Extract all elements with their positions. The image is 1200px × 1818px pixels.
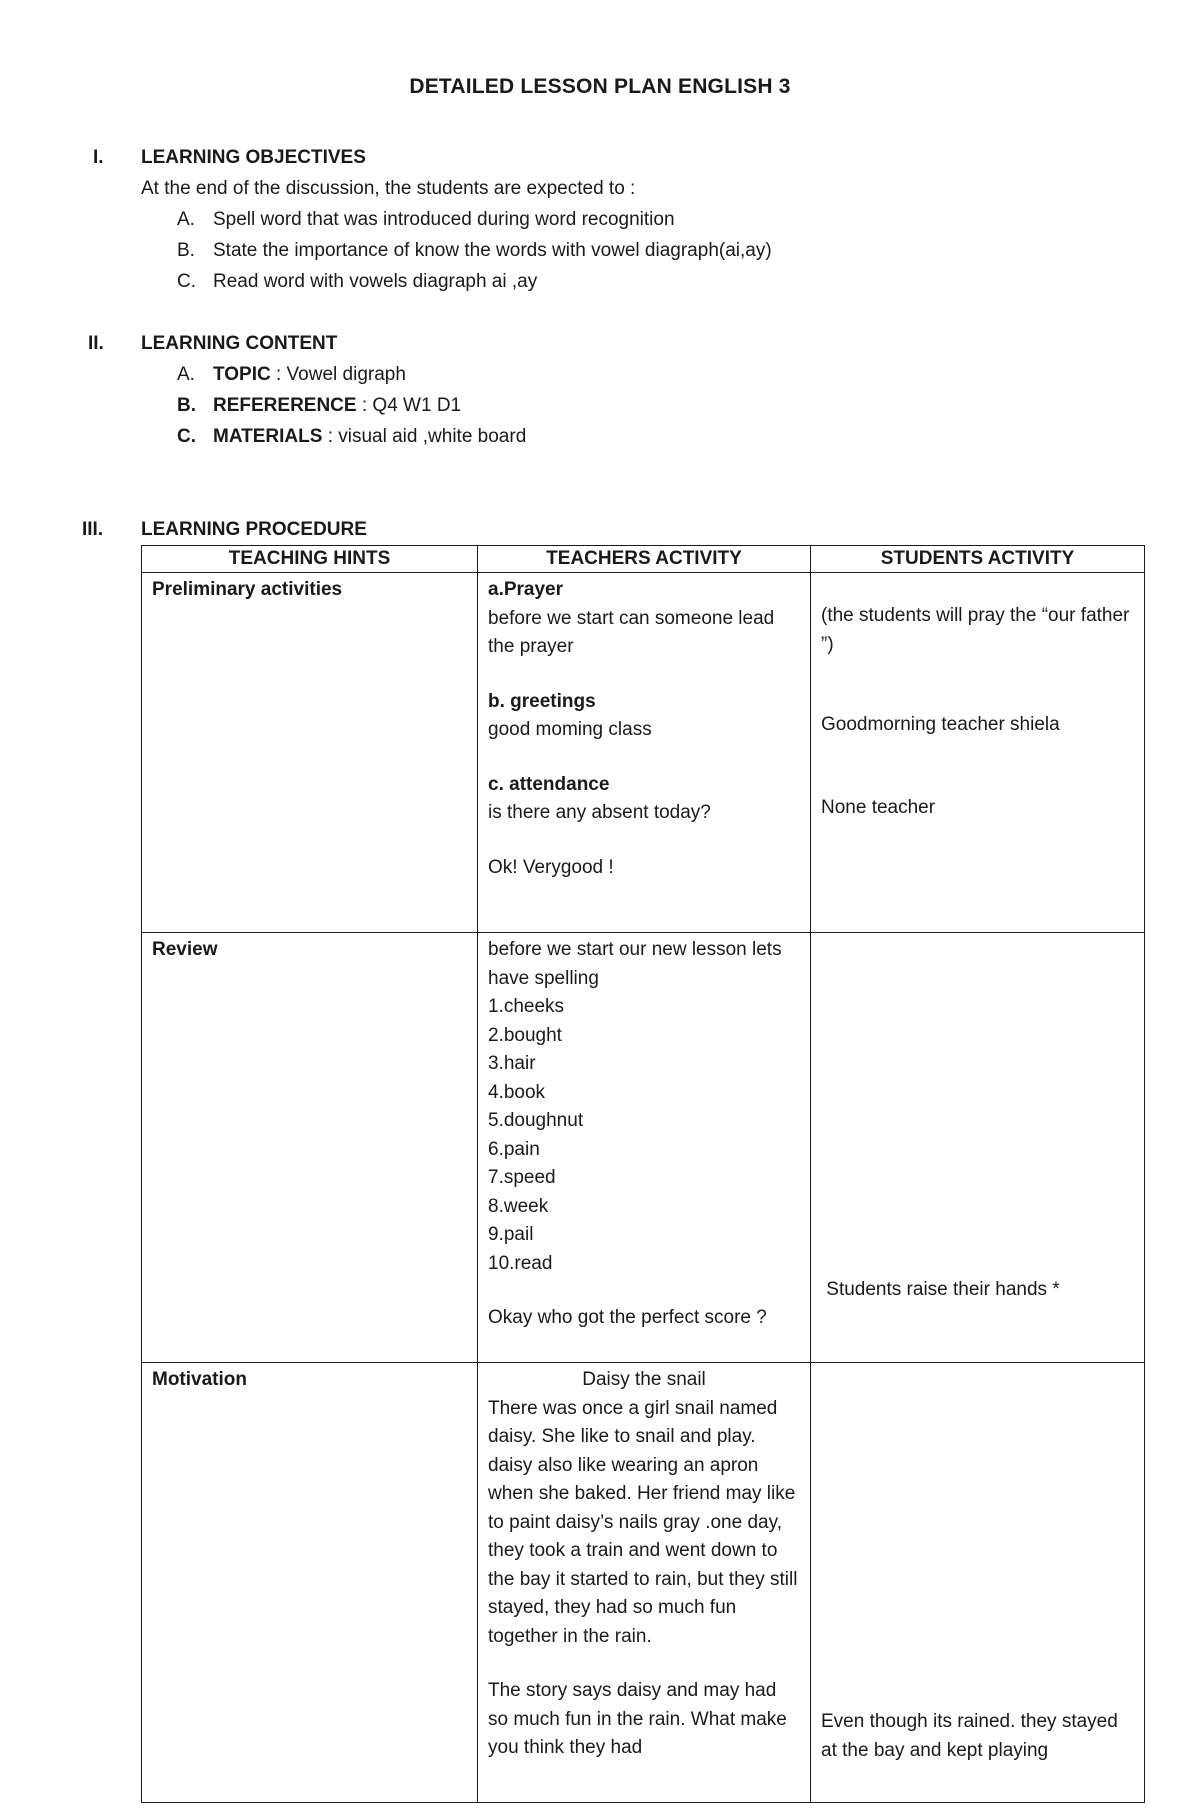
review-question: Okay who got the perfect score ? — [488, 1307, 767, 1328]
teaching-hint-cell — [142, 933, 478, 1363]
spelling-word: 3.hair — [488, 1053, 536, 1074]
content-label: B. — [177, 395, 196, 416]
spacer — [821, 740, 1134, 794]
content-value: : Vowel digraph — [270, 364, 406, 385]
spelling-word: 9.pail — [488, 1224, 534, 1245]
content-item — [177, 395, 1077, 423]
spacer — [821, 1366, 1134, 1708]
content-text — [213, 364, 406, 386]
content-key: MATERIALS — [213, 426, 323, 447]
greetings-heading: b. greetings — [488, 690, 596, 712]
student-review-response: Students raise their hands * — [821, 1279, 1060, 1300]
objective-label: A. — [177, 209, 195, 230]
story-text: There was once a girl snail named daisy. She like to snail and play. daisy also like wearing an apron when she baked. Her friend may like to paint daisy’s nails gray .one day, they took a train and went down to the bay it started to rain, but they still stayed, they had so much fun together in the rain. — [488, 1397, 798, 1647]
spacer — [821, 576, 1134, 602]
content-label: A. — [177, 364, 195, 385]
motivation-question: The story says daisy and may had so much fun in the rain. What make you think they had — [488, 1680, 787, 1758]
content-heading: LEARNING CONTENT — [141, 333, 338, 354]
prayer-text: before we start can someone lead the prayer — [488, 607, 775, 657]
content-text — [213, 426, 526, 448]
teaching-hint-cell — [142, 573, 478, 933]
table-row-motivation — [142, 1363, 1145, 1803]
spelling-word: 2.bought — [488, 1024, 562, 1046]
objective-item — [177, 271, 1077, 299]
document-title: DETAILED LESSON PLAN ENGLISH 3 — [409, 75, 791, 98]
objective-item — [177, 209, 1077, 237]
student-attendance: None teacher — [821, 796, 936, 818]
content-item — [177, 426, 1077, 454]
objectives-heading: LEARNING OBJECTIVES — [141, 147, 366, 168]
content-item — [177, 364, 1077, 392]
spacer — [488, 828, 800, 854]
student-prayer: (the students will pray the “our father ”) — [821, 605, 1130, 655]
teaching-hint: Motivation — [152, 1369, 247, 1390]
student-activity-cell — [811, 1363, 1145, 1803]
spelling-word: 7.speed — [488, 1167, 556, 1188]
spacer — [488, 745, 800, 771]
attendance-text: is there any absent today? — [488, 802, 711, 823]
objective-label: B. — [177, 240, 195, 261]
table-row-review — [142, 933, 1145, 1363]
content-section — [88, 333, 1088, 363]
objectives-intro: At the end of the discussion, the students are expected to : — [141, 178, 636, 199]
spacer — [488, 1651, 800, 1677]
content-label: C. — [177, 426, 196, 447]
content-number: II. — [88, 333, 104, 354]
teacher-activity-cell — [478, 573, 811, 933]
content-key: REFERERENCE — [213, 395, 357, 416]
objectives-section — [93, 147, 1093, 177]
objective-item — [177, 240, 1077, 268]
spelling-word: 10.read — [488, 1252, 553, 1274]
spacer — [821, 936, 1134, 1276]
objectives-number: I. — [93, 147, 104, 168]
content-text — [213, 395, 461, 417]
student-activity-cell — [811, 573, 1145, 933]
ok-text: Ok! Verygood ! — [488, 856, 614, 878]
teaching-hint: Preliminary activities — [152, 579, 343, 600]
column-header: TEACHERS ACTIVITY — [478, 546, 811, 573]
prayer-heading: a.Prayer — [488, 579, 564, 600]
spacer — [488, 662, 800, 688]
review-intro: before we start our new lesson lets have spelling — [488, 939, 782, 989]
student-motivation-response: Even though its rained. they stayed at the bay and kept playing — [821, 1711, 1118, 1761]
procedure-number: III. — [82, 519, 104, 540]
objective-text: Spell word that was introduced during word recognition — [213, 209, 675, 230]
spelling-word: 1.cheeks — [488, 996, 565, 1017]
procedure-heading: LEARNING PROCEDURE — [141, 519, 367, 540]
column-header: STUDENTS ACTIVITY — [811, 546, 1145, 573]
procedure-table — [141, 545, 1145, 1803]
student-activity-cell — [811, 933, 1145, 1363]
spelling-word: 6.pain — [488, 1138, 540, 1160]
teaching-hint-cell — [142, 1363, 478, 1803]
spacer — [488, 1278, 800, 1304]
content-value: : Q4 W1 D1 — [356, 395, 462, 416]
greetings-text: good moming class — [488, 719, 652, 740]
attendance-heading: c. attendance — [488, 773, 610, 795]
spelling-word: 8.week — [488, 1195, 549, 1217]
table-row-preliminary — [142, 573, 1145, 933]
spacer — [821, 659, 1134, 711]
student-greeting: Goodmorning teacher shiela — [821, 714, 1060, 735]
objective-text: State the importance of know the words with vowel diagraph(ai,ay) — [213, 240, 772, 261]
teacher-activity-cell — [478, 1363, 811, 1803]
objective-text: Read word with vowels diagraph ai ,ay — [213, 271, 538, 292]
story-title: Daisy the snail — [582, 1369, 706, 1390]
table-header-row — [142, 546, 1145, 573]
column-header: TEACHING HINTS — [142, 546, 478, 573]
teacher-activity-cell — [478, 933, 811, 1363]
content-key: TOPIC — [213, 364, 271, 385]
spelling-word: 4.book — [488, 1081, 546, 1103]
content-value: : visual aid ,white board — [322, 426, 527, 447]
spelling-word: 5.doughnut — [488, 1110, 584, 1131]
objective-label: C. — [177, 271, 196, 292]
teaching-hint: Review — [152, 939, 218, 960]
